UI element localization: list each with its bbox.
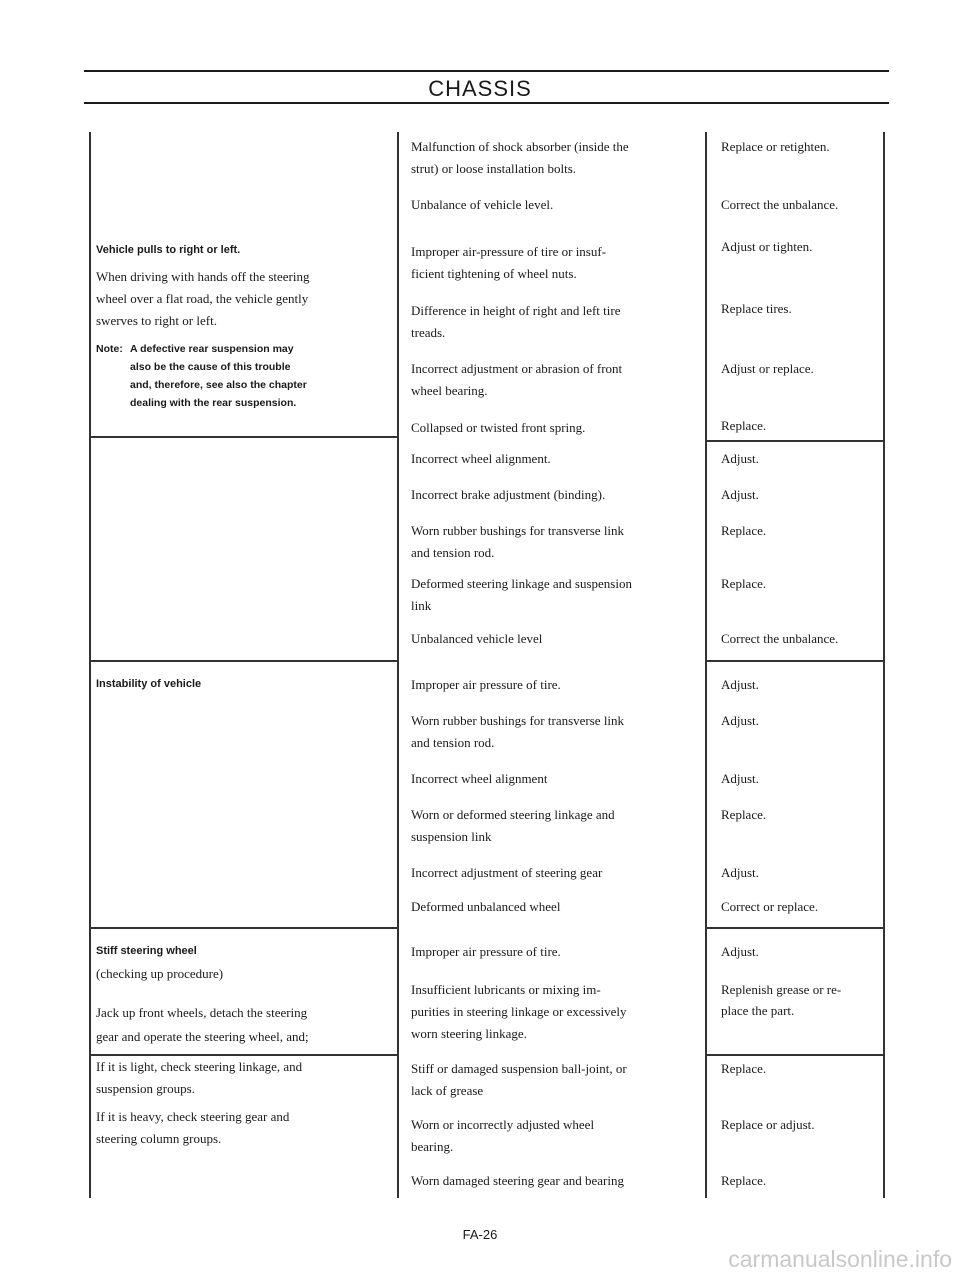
cause-line: Improper air pressure of tire.	[411, 944, 561, 959]
symptom-desc-line: If it is heavy, check steering gear and	[96, 1109, 290, 1124]
remedy: Correct the unbalance.	[721, 197, 839, 212]
cause-line: Improper air-pressure of tire or insuf-	[411, 244, 607, 259]
cause-line: suspension link	[411, 829, 492, 844]
remedy: Replace.	[721, 576, 767, 591]
header-rule-bottom	[84, 102, 889, 104]
row-separator	[89, 927, 397, 929]
symptom-heading-instability: Instability of vehicle	[96, 678, 202, 690]
row-separator	[705, 660, 883, 662]
cause-line: purities in steering linkage or excessively	[411, 1004, 627, 1019]
cause-line: Improper air pressure of tire.	[411, 677, 561, 692]
row-separator	[89, 436, 397, 438]
column-line-right	[883, 132, 885, 1198]
cause-line: Insufficient lubricants or mixing im-	[411, 982, 601, 997]
cause-line: Deformed unbalanced wheel	[411, 899, 561, 914]
cause-line: Incorrect adjustment of steering gear	[411, 865, 603, 880]
cause-line: link	[411, 598, 432, 613]
remedy: Correct or replace.	[721, 899, 819, 914]
remedy: Replace or retighten.	[721, 139, 830, 154]
cause-line: and tension rod.	[411, 735, 495, 750]
symptom-desc-line: suspension groups.	[96, 1081, 195, 1096]
cause-line: Incorrect wheel alignment	[411, 771, 548, 786]
note-line: dealing with the rear suspension.	[130, 397, 297, 409]
watermark: carmanualsonline.info	[728, 1246, 952, 1272]
symptom-sub: (checking up procedure)	[96, 966, 224, 981]
cause-line: Incorrect brake adjustment (binding).	[411, 487, 606, 502]
page-title: CHASSIS	[428, 76, 532, 101]
symptom-desc-line: swerves to right or left.	[96, 313, 217, 328]
remedy: Adjust.	[721, 487, 759, 502]
column-line-left	[89, 132, 91, 1198]
symptom-desc-line: steering column groups.	[96, 1131, 222, 1146]
remedy: Replace.	[721, 418, 767, 433]
remedy: Adjust.	[721, 451, 759, 466]
cause-line: strut) or loose installation bolts.	[411, 161, 577, 176]
remedy: Adjust.	[721, 677, 759, 692]
cause-line: Unbalanced vehicle level	[411, 631, 543, 646]
remedy: Adjust.	[721, 713, 759, 728]
cause-line: Collapsed or twisted front spring.	[411, 420, 586, 435]
symptom-desc-line: If it is light, check steering linkage, and	[96, 1059, 303, 1074]
cause-line: Malfunction of shock absorber (inside the	[411, 139, 629, 154]
cause-line: lack of grease	[411, 1083, 484, 1098]
remedy: Replace or adjust.	[721, 1117, 815, 1132]
cause-line: Incorrect adjustment or abrasion of front	[411, 361, 623, 376]
symptom-desc-line: Jack up front wheels, detach the steering	[96, 1005, 308, 1020]
row-separator	[705, 440, 883, 442]
symptom-desc-line: When driving with hands off the steering	[96, 269, 310, 284]
cause-line: Deformed steering linkage and suspension	[411, 576, 632, 591]
remedy: Replenish grease or re- place the part.	[721, 982, 842, 1018]
row-separator	[89, 660, 397, 662]
symptom-heading-stiff: Stiff steering wheel	[96, 945, 197, 957]
cause-line: Difference in height of right and left tire	[411, 303, 621, 318]
note-line: A defective rear suspension may	[130, 343, 294, 355]
remedy: Replace.	[721, 1173, 767, 1188]
cause-line: bearing.	[411, 1139, 454, 1154]
symptom-desc-line: gear and operate the steering wheel, and;	[96, 1029, 309, 1044]
note-line: and, therefore, see also the chapter	[130, 379, 307, 391]
cause-line: Incorrect wheel alignment.	[411, 451, 551, 466]
cause-line: Worn damaged steering gear and bearing	[411, 1173, 625, 1188]
cause-line: treads.	[411, 325, 446, 340]
cause-line: Worn or incorrectly adjusted wheel	[411, 1117, 595, 1132]
column-line-middle	[397, 132, 399, 1198]
remedy: Replace.	[721, 523, 767, 538]
cause-line: ficient tightening of wheel nuts.	[411, 266, 577, 281]
cause-line: worn steering linkage.	[411, 1026, 527, 1041]
cause-line: and tension rod.	[411, 545, 495, 560]
remedy: Adjust.	[721, 865, 759, 880]
remedy: Correct the unbalance.	[721, 631, 839, 646]
symptom-desc-line: wheel over a flat road, the vehicle gently	[96, 291, 309, 306]
header-rule-top	[84, 70, 889, 72]
remedy: Replace.	[721, 807, 767, 822]
note-label: Note:	[96, 343, 123, 355]
cause-line: Unbalance of vehicle level.	[411, 197, 554, 212]
cause-line: Worn rubber bushings for transverse link	[411, 523, 625, 538]
symptom-heading-pulls: Vehicle pulls to right or left.	[96, 244, 241, 256]
note-line: also be the cause of this trouble	[130, 361, 291, 373]
column-line-remedy	[705, 132, 707, 1198]
row-separator	[705, 1054, 883, 1056]
remedy: Adjust or tighten.	[721, 239, 813, 254]
remedy: Adjust.	[721, 944, 759, 959]
cause-line: wheel bearing.	[411, 383, 488, 398]
remedy: Replace tires.	[721, 301, 792, 316]
page-number: FA-26	[462, 1227, 498, 1242]
cause-line: Worn or deformed steering linkage and	[411, 807, 615, 822]
remedy: Adjust or replace.	[721, 361, 814, 376]
cause-line: Stiff or damaged suspension ball-joint, or	[411, 1061, 627, 1076]
cause-line: Worn rubber bushings for transverse link	[411, 713, 625, 728]
remedy: Replace.	[721, 1061, 767, 1076]
row-separator	[705, 927, 883, 929]
remedy: Adjust.	[721, 771, 759, 786]
